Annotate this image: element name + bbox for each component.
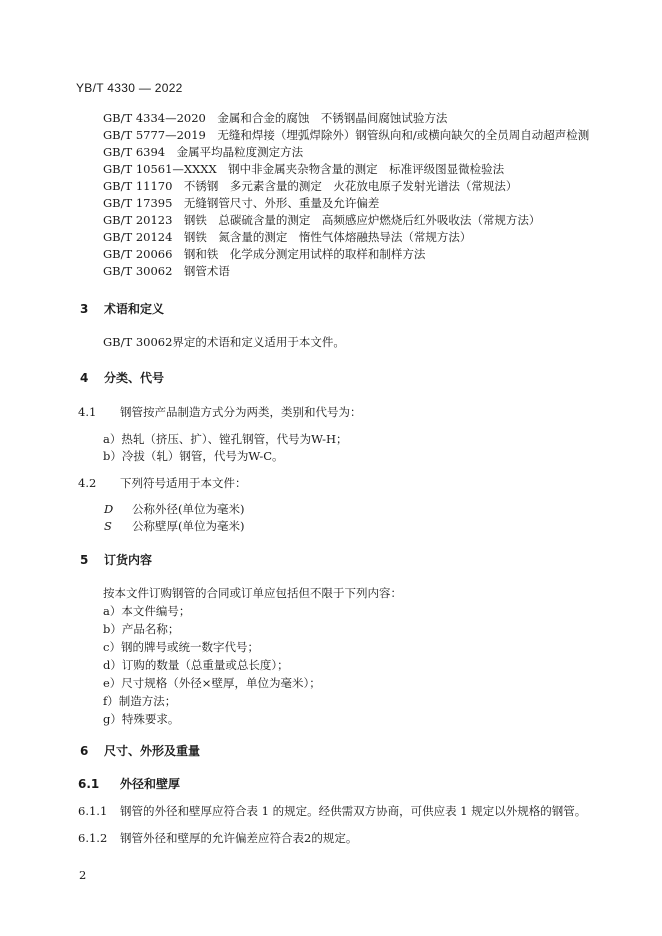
section-3-title: 术语和定义	[104, 302, 165, 316]
list-item: e）尺寸规格（外径×壁厚，单位为毫米）；	[103, 676, 321, 690]
symbol-d-description: 公称外径(单位为毫米)	[132, 502, 245, 516]
reference-item: GB/T 30062 钢管术语	[103, 264, 230, 278]
list-item: c）钢的牌号或统一数字代号；	[103, 640, 259, 654]
clause-6-1-number: 6.1	[78, 777, 100, 791]
section-3-number: 3	[80, 302, 89, 316]
list-item: a）热轧（挤压、扩）、镗孔钢管，代号为W-H；	[103, 432, 348, 446]
section-4-title: 分类、代号	[104, 371, 165, 385]
section-3-text: GB/T 30062界定的术语和定义适用于本文件。	[103, 335, 345, 349]
clause-6-1-1-text: 钢管的外径和壁厚应符合表 1 的规定。经供需双方协商，可供应表 1 规定以外规格的钢管。	[120, 804, 587, 818]
document-code-header: YB/T 4330 — 2022	[76, 81, 183, 95]
clause-6-1-1-number: 6.1.1	[78, 804, 108, 818]
symbol-d: D	[104, 502, 114, 516]
clause-4-2-text: 下列符号适用于本文件：	[120, 476, 247, 490]
page-number: 2	[79, 868, 87, 882]
reference-item: GB/T 20123 钢铁 总碳硫含量的测定 高频感应炉燃烧后红外吸收法（常规方法）	[103, 213, 541, 227]
reference-item: GB/T 6394 金属平均晶粒度测定方法	[103, 145, 304, 159]
reference-item: GB/T 4334—2020 金属和合金的腐蚀 不锈钢晶间腐蚀试验方法	[103, 111, 448, 125]
list-item: b）冷拔（轧）钢管，代号为W-C。	[103, 449, 284, 463]
clause-6-1-2-number: 6.1.2	[78, 831, 108, 845]
reference-item: GB/T 17395 无缝钢管尺寸、外形、重量及允许偏差	[103, 196, 380, 210]
list-item: d）订购的数量（总重量或总长度）；	[103, 658, 289, 672]
list-item: g）特殊要求。	[103, 712, 180, 726]
clause-6-1-title: 外径和壁厚	[120, 777, 181, 791]
reference-item: GB/T 20066 钢和铁 化学成分测定用试样的取样和制样方法	[103, 247, 426, 261]
section-4-number: 4	[80, 371, 89, 385]
symbol-s: S	[104, 519, 112, 533]
clause-4-1-text: 钢管按产品制造方式分为两类，类别和代号为：	[120, 405, 362, 419]
clause-6-1-2-text: 钢管外径和壁厚的允许偏差应符合表2的规定。	[120, 831, 358, 845]
reference-item: GB/T 5777—2019 无缝和焊接（埋弧焊除外）钢管纵向和/或横向缺欠的全员周自动超声检测	[103, 128, 590, 142]
reference-item: GB/T 10561—XXXX 钢中非金属夹杂物含量的测定 标准评级图显微检验法	[103, 162, 505, 176]
section-6-number: 6	[80, 744, 89, 758]
list-item: f）制造方法；	[103, 694, 177, 708]
section-5-title: 订货内容	[104, 553, 153, 567]
clause-4-2-number: 4.2	[78, 476, 97, 490]
list-item: a）本文件编号；	[103, 604, 191, 618]
section-6-title: 尺寸、外形及重量	[104, 744, 201, 758]
list-item: b）产品名称；	[103, 622, 180, 636]
clause-4-1-number: 4.1	[78, 405, 97, 419]
section-5-number: 5	[80, 553, 89, 567]
reference-item: GB/T 20124 钢铁 氮含量的测定 惰性气体熔融热导法（常规方法）	[103, 230, 472, 244]
section-5-intro: 按本文件订购钢管的合同或订单应包括但不限于下列内容：	[103, 586, 402, 600]
reference-item: GB/T 11170 不锈钢 多元素含量的测定 火花放电原子发射光谱法（常规法）	[103, 179, 518, 193]
symbol-s-description: 公称壁厚(单位为毫米)	[132, 519, 245, 533]
